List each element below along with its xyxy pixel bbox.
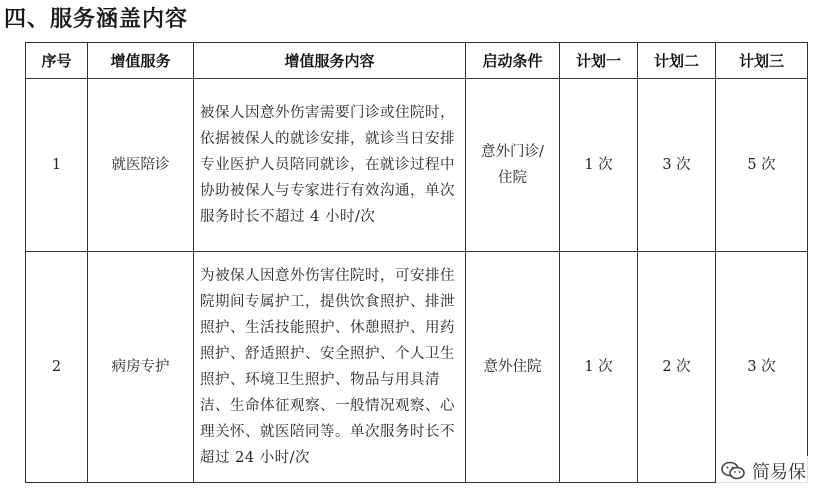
header-content: 增值服务内容	[194, 43, 466, 79]
cell-no: 2	[26, 252, 88, 483]
cell-plan2: 2 次	[638, 252, 716, 483]
cell-content: 为被保人因意外伤害住院时，可安排住院期间专属护工，提供饮食照护、排泄照护、生活技能照护、休憩照护、用药照护、舒适照护、安全照护、个人卫生照护、环境卫生照护、物品与用具清洁、生命体征观察、一般情况观察、心理关怀、就医陪同等。单次服务时长不超过 24 小时/次	[194, 252, 466, 483]
cell-service: 就医陪诊	[88, 79, 194, 252]
cell-service: 病房专护	[88, 252, 194, 483]
header-plan3: 计划三	[716, 43, 808, 79]
wechat-icon	[720, 461, 746, 481]
header-service: 增值服务	[88, 43, 194, 79]
cell-plan3: 3 次	[716, 252, 808, 483]
header-plan1: 计划一	[560, 43, 638, 79]
cell-condition: 意外门诊/住院	[466, 79, 560, 252]
cell-plan1: 1 次	[560, 79, 638, 252]
cell-content: 被保人因意外伤害需要门诊或住院时，依据被保人的就诊安排，就诊当日安排专业医护人员陪同就诊，在就诊过程中协助被保人与专家进行有效沟通，单次服务时长不超过 4 小时/次	[194, 79, 466, 252]
watermark-text: 简易保	[752, 462, 806, 483]
watermark	[716, 456, 810, 486]
header-no: 序号	[26, 43, 88, 79]
cell-plan3: 5 次	[716, 79, 808, 252]
table-row	[26, 79, 808, 252]
service-table	[25, 42, 808, 483]
cell-plan2: 3 次	[638, 79, 716, 252]
table-row	[26, 252, 808, 483]
table-header-row	[26, 43, 808, 79]
cell-plan1: 1 次	[560, 252, 638, 483]
header-condition: 启动条件	[466, 43, 560, 79]
cell-no: 1	[26, 79, 88, 252]
cell-condition: 意外住院	[466, 252, 560, 483]
section-heading: 四、服务涵盖内容	[4, 7, 189, 32]
header-plan2: 计划二	[638, 43, 716, 79]
